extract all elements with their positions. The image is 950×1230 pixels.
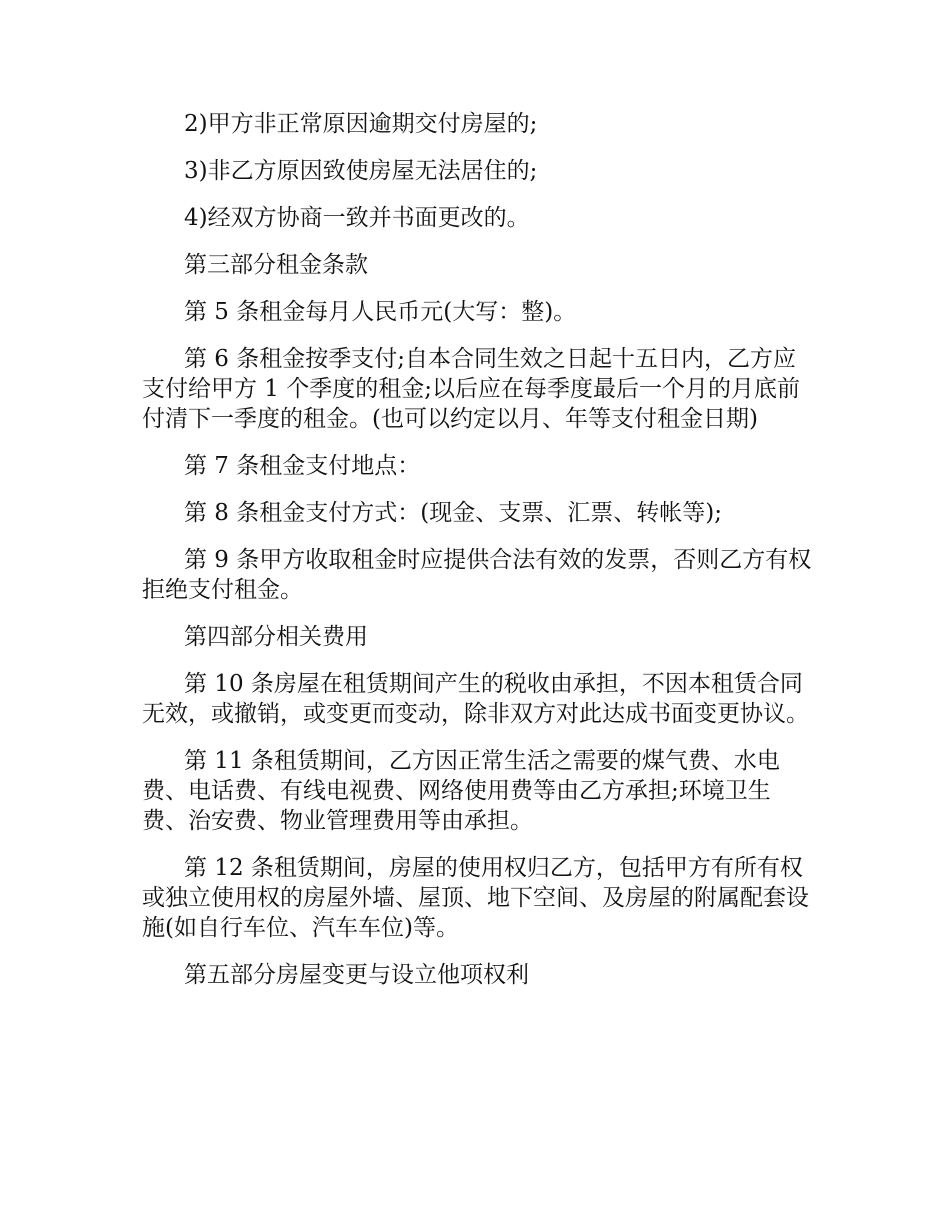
clause-paragraph: 第 7 条租金支付地点： xyxy=(184,453,421,479)
clause-paragraph: 第 9 条甲方收取租金时应提供合法有效的发票，否则乙方有权拒绝支付租金。 xyxy=(142,547,812,603)
clause-paragraph: 第 10 条房屋在租赁期间产生的税收由承担，不因本租赁合同无效，或撤销，或变更而变动，除非双方对此达成书面变更协议。 xyxy=(142,671,809,727)
document-body xyxy=(142,109,814,1007)
clause-paragraph: 第 12 条租赁期间，房屋的使用权归乙方，包括甲方有所有权或独立使用权的房屋外墙、屋顶、地下空间、及房屋的附属配套设施(如自行车位、汽车车位)等。 xyxy=(142,855,809,941)
clause-paragraph: 第 8 条租金支付方式：(现金、支票、汇票、转帐等); xyxy=(184,500,722,526)
clause-paragraph: 第 11 条租赁期间，乙方因正常生活之需要的煤气费、水电费、电话费、有线电视费、网络使用费等由乙方承担;环境卫生费、治安费、物业管理费用等由承担。 xyxy=(142,748,780,834)
clause-paragraph: 3)非乙方原因致使房屋无法居住的; xyxy=(184,158,538,184)
clause-paragraph: 2)甲方非正常原因逾期交付房屋的; xyxy=(184,111,538,137)
section-heading: 第三部分租金条款 xyxy=(184,252,368,278)
clause-paragraph: 4)经双方协商一致并书面更改的。 xyxy=(184,205,530,231)
clause-paragraph: 第 6 条租金按季支付;自本合同生效之日起十五日内，乙方应支付给甲方 1 个季度的租金;以后应在每季度最后一个月的月底前付清下一季度的租金。(也可以约定以月、年等支付租金日期) xyxy=(142,346,801,432)
section-heading: 第四部分相关费用 xyxy=(184,624,368,650)
section-heading: 第五部分房屋变更与设立他项权利 xyxy=(184,962,529,988)
clause-paragraph: 第 5 条租金每月人民币元(大写：整)。 xyxy=(184,299,577,325)
